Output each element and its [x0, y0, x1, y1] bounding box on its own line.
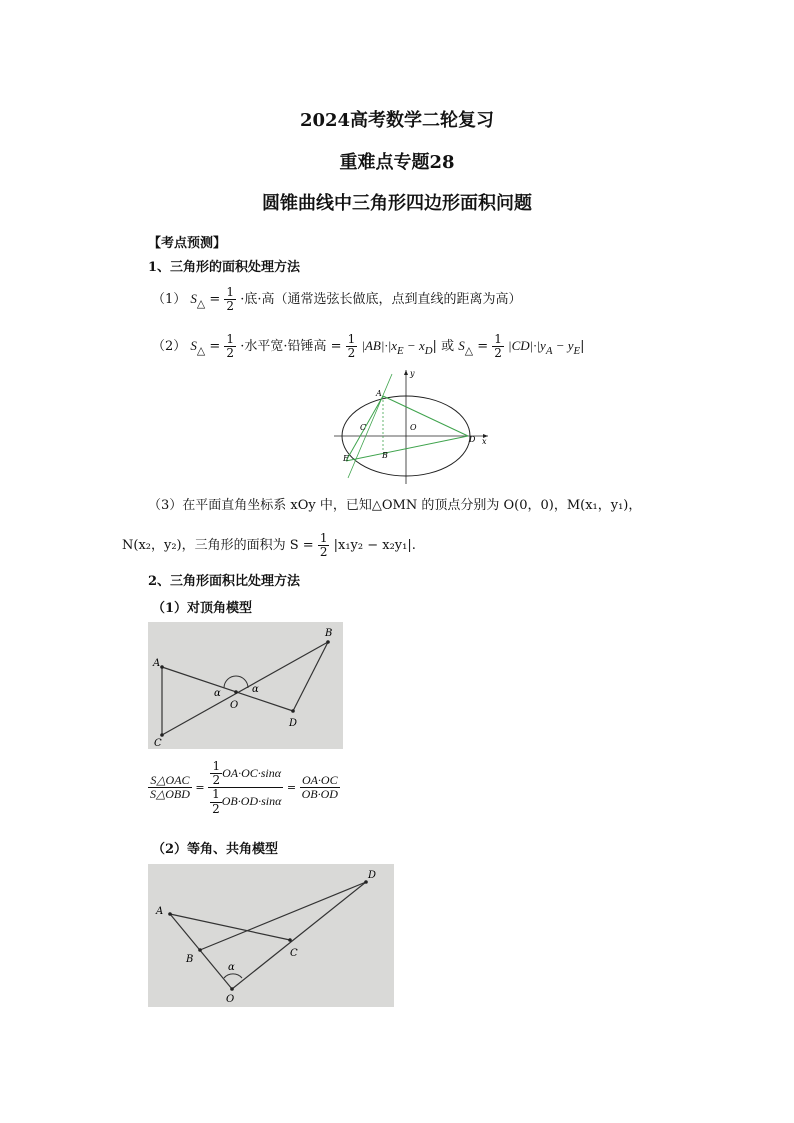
label-O: O [226, 994, 235, 1005]
label-O: O [410, 423, 417, 432]
common-angle-diagram [148, 864, 394, 1007]
item1-text: ·底·高（通常选弦长做底，点到直线的距离为高） [240, 292, 522, 308]
subsection-1: （1）对顶角模型 [152, 601, 253, 616]
label-B: B [382, 451, 388, 460]
item1-prefix: （1） [152, 292, 187, 308]
item2-or: 或 [441, 339, 455, 355]
label-alpha-1: α [214, 688, 221, 699]
item2-mid-b: |CD|·|y [508, 338, 546, 354]
half-fraction: $\frac{1}{2}$ [226, 285, 235, 314]
half-fraction: $\frac{1}{2}$ [347, 332, 356, 361]
doc-title-line3: 圆锥曲线中三角形四边形面积问题 [262, 193, 532, 214]
label-E: E [343, 454, 349, 463]
label-A: A [153, 658, 161, 669]
label-O: O [230, 700, 239, 711]
minus: − x [403, 338, 425, 354]
sub-E2: E [573, 344, 581, 357]
ellipse-diagram [326, 366, 496, 486]
y-arrow [404, 370, 408, 375]
label-A: A [156, 906, 164, 917]
label-C: C [360, 423, 367, 432]
section2-title: 2、三角形面积比处理方法 [148, 574, 301, 589]
item2-prefix: （2） [152, 339, 187, 355]
formula-2 [152, 333, 585, 360]
label-alpha-2: α [252, 684, 259, 695]
bar: | [432, 339, 437, 355]
sub-E: E [397, 344, 404, 357]
item3-line2 [122, 532, 416, 559]
bar2: | [580, 339, 585, 355]
item2-eq: = [209, 339, 225, 355]
item2-sub-b: △ [464, 343, 474, 357]
label-B: B [186, 954, 194, 965]
label-y: y [410, 369, 415, 378]
label-C: C [290, 948, 298, 959]
rhs-fraction: $\frac{OA\cdot OC}{OB\cdot OD}$ [301, 773, 338, 802]
half-fraction: $\frac{1}{2}$ [494, 332, 502, 361]
item2-eq-b: = [477, 339, 493, 355]
label-C: C [154, 738, 162, 749]
label-x: x [482, 437, 487, 446]
item1-eq: = [209, 292, 225, 308]
item2-S: S [190, 338, 197, 354]
area-ratio-formula: $\frac{\text{S△OAC}}{\text{S△OBD}}$ = $\frac{1}{2}$ OA·OC·sinα $\frac{1}{2}$ OB·OD·sinα = $\frac{OA\cdot OC}{OB\cdot OD}$ [150, 759, 338, 816]
item3-line2-a: N(x₂，y₂)，三角形的面积为 S = [122, 538, 318, 554]
label-alpha: α [228, 962, 235, 973]
doc-title-line1: 2024高考数学二轮复习 [299, 110, 495, 131]
label-A: A [376, 389, 382, 398]
mid-fraction: $\frac{1}{2}$ OA·OC·sinα $\frac{1}{2}$ OB·OD·sinα [208, 760, 283, 816]
label-D: D [289, 718, 298, 729]
item3-line2-b: |x₁y₂ − x₂y₁|. [333, 538, 416, 554]
section1-title: 1、三角形的面积处理方法 [148, 260, 301, 275]
formula-1 [152, 286, 521, 313]
sub-A: A [545, 344, 553, 357]
sub-D: D [424, 344, 433, 357]
subsection-2: （2）等角、共角模型 [152, 842, 279, 857]
line-ext [348, 374, 392, 478]
item2-sub: △ [196, 343, 206, 357]
item2-text-a: ·水平宽·铅锤高 = [240, 339, 346, 355]
item3-line1: （3）在平面直角坐标系 xOy 中，已知△OMN 的顶点分别为 O(0，0)，M(x₁，y₁)， [148, 498, 642, 513]
label-D: D [469, 435, 476, 444]
minus2: − y [552, 338, 574, 354]
item1-S: S [190, 291, 197, 307]
item2-S-b: S [458, 338, 465, 354]
doc-title-line2: 重难点专题28 [339, 152, 455, 173]
half-fraction: $\frac{1}{2}$ [319, 531, 328, 560]
lhs-fraction: $\frac{\text{S△OAC}}{\text{S△OBD}}$ [150, 773, 190, 802]
half-fraction: $\frac{1}{2}$ [226, 332, 235, 361]
label-D: D [368, 870, 377, 881]
item1-sub: △ [196, 296, 206, 310]
label-B: B [325, 628, 333, 639]
section-tag: 【考点预测】 [148, 236, 227, 251]
line-AD [383, 396, 468, 436]
vertical-angle-diagram [148, 622, 343, 749]
item2-mid-a: |AB|·|x [361, 338, 398, 354]
